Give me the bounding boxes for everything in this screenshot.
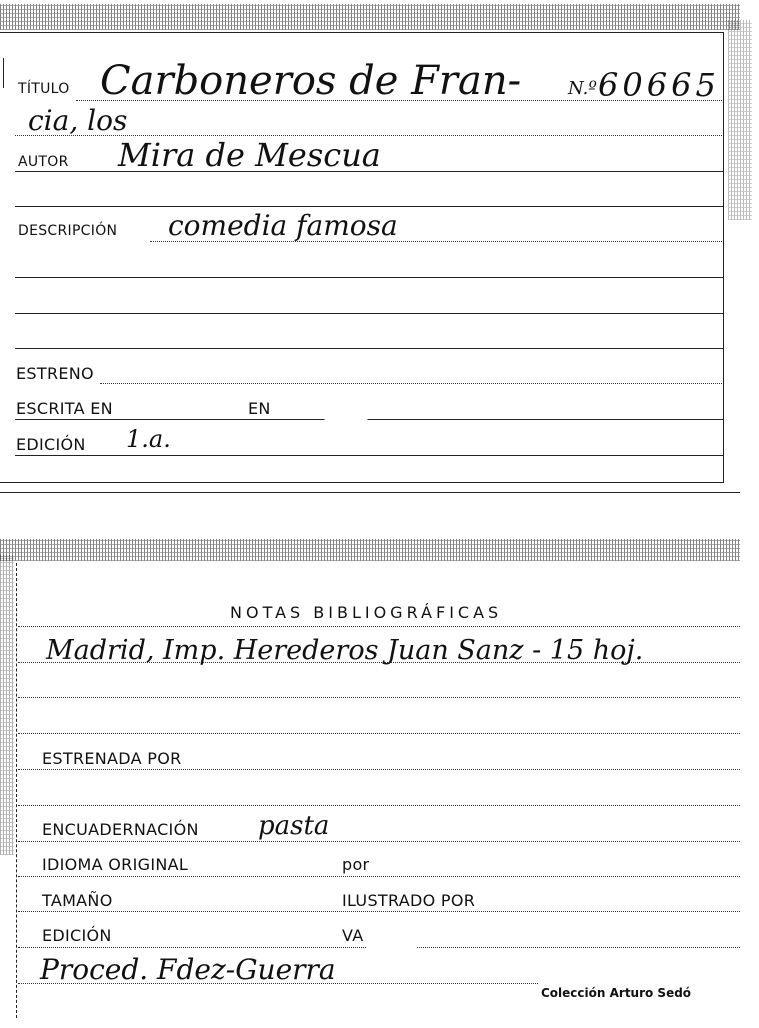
collection-caption: Colección Arturo Sedó xyxy=(541,986,692,1000)
written-in-line xyxy=(15,419,723,420)
premiered-by-line xyxy=(18,769,740,770)
in-label: EN xyxy=(248,399,271,418)
rule-5 xyxy=(15,277,723,278)
catalog-card-top xyxy=(0,0,759,495)
original-language-label: IDIOMA ORIGINAL xyxy=(42,855,189,874)
rule-7 xyxy=(15,348,723,349)
title-value-continued: cia, los xyxy=(28,104,128,137)
size-label: TAMAÑO xyxy=(42,891,113,910)
premiered-by-label: ESTRENADA POR xyxy=(42,749,182,768)
language-line xyxy=(18,876,740,877)
scan-blot-2 xyxy=(366,915,418,967)
provenance-value: Proced. Fdez-Guerra xyxy=(40,953,336,986)
scan-noise-right xyxy=(728,20,752,220)
rule-6 xyxy=(15,313,723,314)
scan-blot xyxy=(322,385,370,433)
edition-value: 1.a. xyxy=(126,425,171,453)
edition-label: EDICIÓN xyxy=(16,435,86,454)
top-rule xyxy=(0,32,724,33)
number-value: 60665 xyxy=(598,66,720,104)
edition-line xyxy=(15,455,723,456)
bottom-rule xyxy=(0,482,724,483)
edition-value-prefix: VA xyxy=(342,926,364,945)
rule-3 xyxy=(15,206,723,207)
notes-line-4 xyxy=(18,733,740,734)
description-value: comedia famosa xyxy=(168,209,398,242)
card-border-left-edge xyxy=(3,58,4,88)
binding-value: pasta xyxy=(258,811,330,841)
premiere-line xyxy=(100,383,722,384)
notes-line-1 xyxy=(18,626,740,627)
notes-heading: NOTAS BIBLIOGRÁFICAS xyxy=(230,603,503,622)
binding-line xyxy=(18,841,740,842)
author-value: Mira de Mescua xyxy=(118,136,381,174)
illustrated-by-label: ILUSTRADO POR xyxy=(342,891,476,910)
edition-label-2: EDICIÓN xyxy=(42,926,112,945)
scan-noise-top-2 xyxy=(0,539,740,561)
written-in-label: ESCRITA EN xyxy=(16,399,113,418)
card-border-right xyxy=(723,32,724,482)
description-label: DESCRIPCIÓN xyxy=(18,223,118,239)
binding-label: ENCUADERNACIÓN xyxy=(42,820,199,839)
title-label: TÍTULO xyxy=(18,81,70,97)
catalog-card-bottom xyxy=(0,535,759,1028)
number-label: N.º xyxy=(568,78,597,99)
title-value: Carboneros de Fran- xyxy=(100,58,522,104)
scan-noise-top xyxy=(0,4,740,30)
notes-line-6 xyxy=(18,805,740,806)
author-label: AUTOR xyxy=(18,154,69,170)
notes-value: Madrid, Imp. Herederos Juan Sanz - 15 hoj. xyxy=(46,635,644,666)
notes-line-3 xyxy=(18,697,740,698)
card-border-left xyxy=(16,563,17,1018)
premiere-label: ESTRENO xyxy=(16,364,94,383)
scan-noise-left-2 xyxy=(0,555,14,855)
size-line xyxy=(18,911,740,912)
card-cut-line xyxy=(0,492,740,493)
by-label: por xyxy=(342,855,370,874)
